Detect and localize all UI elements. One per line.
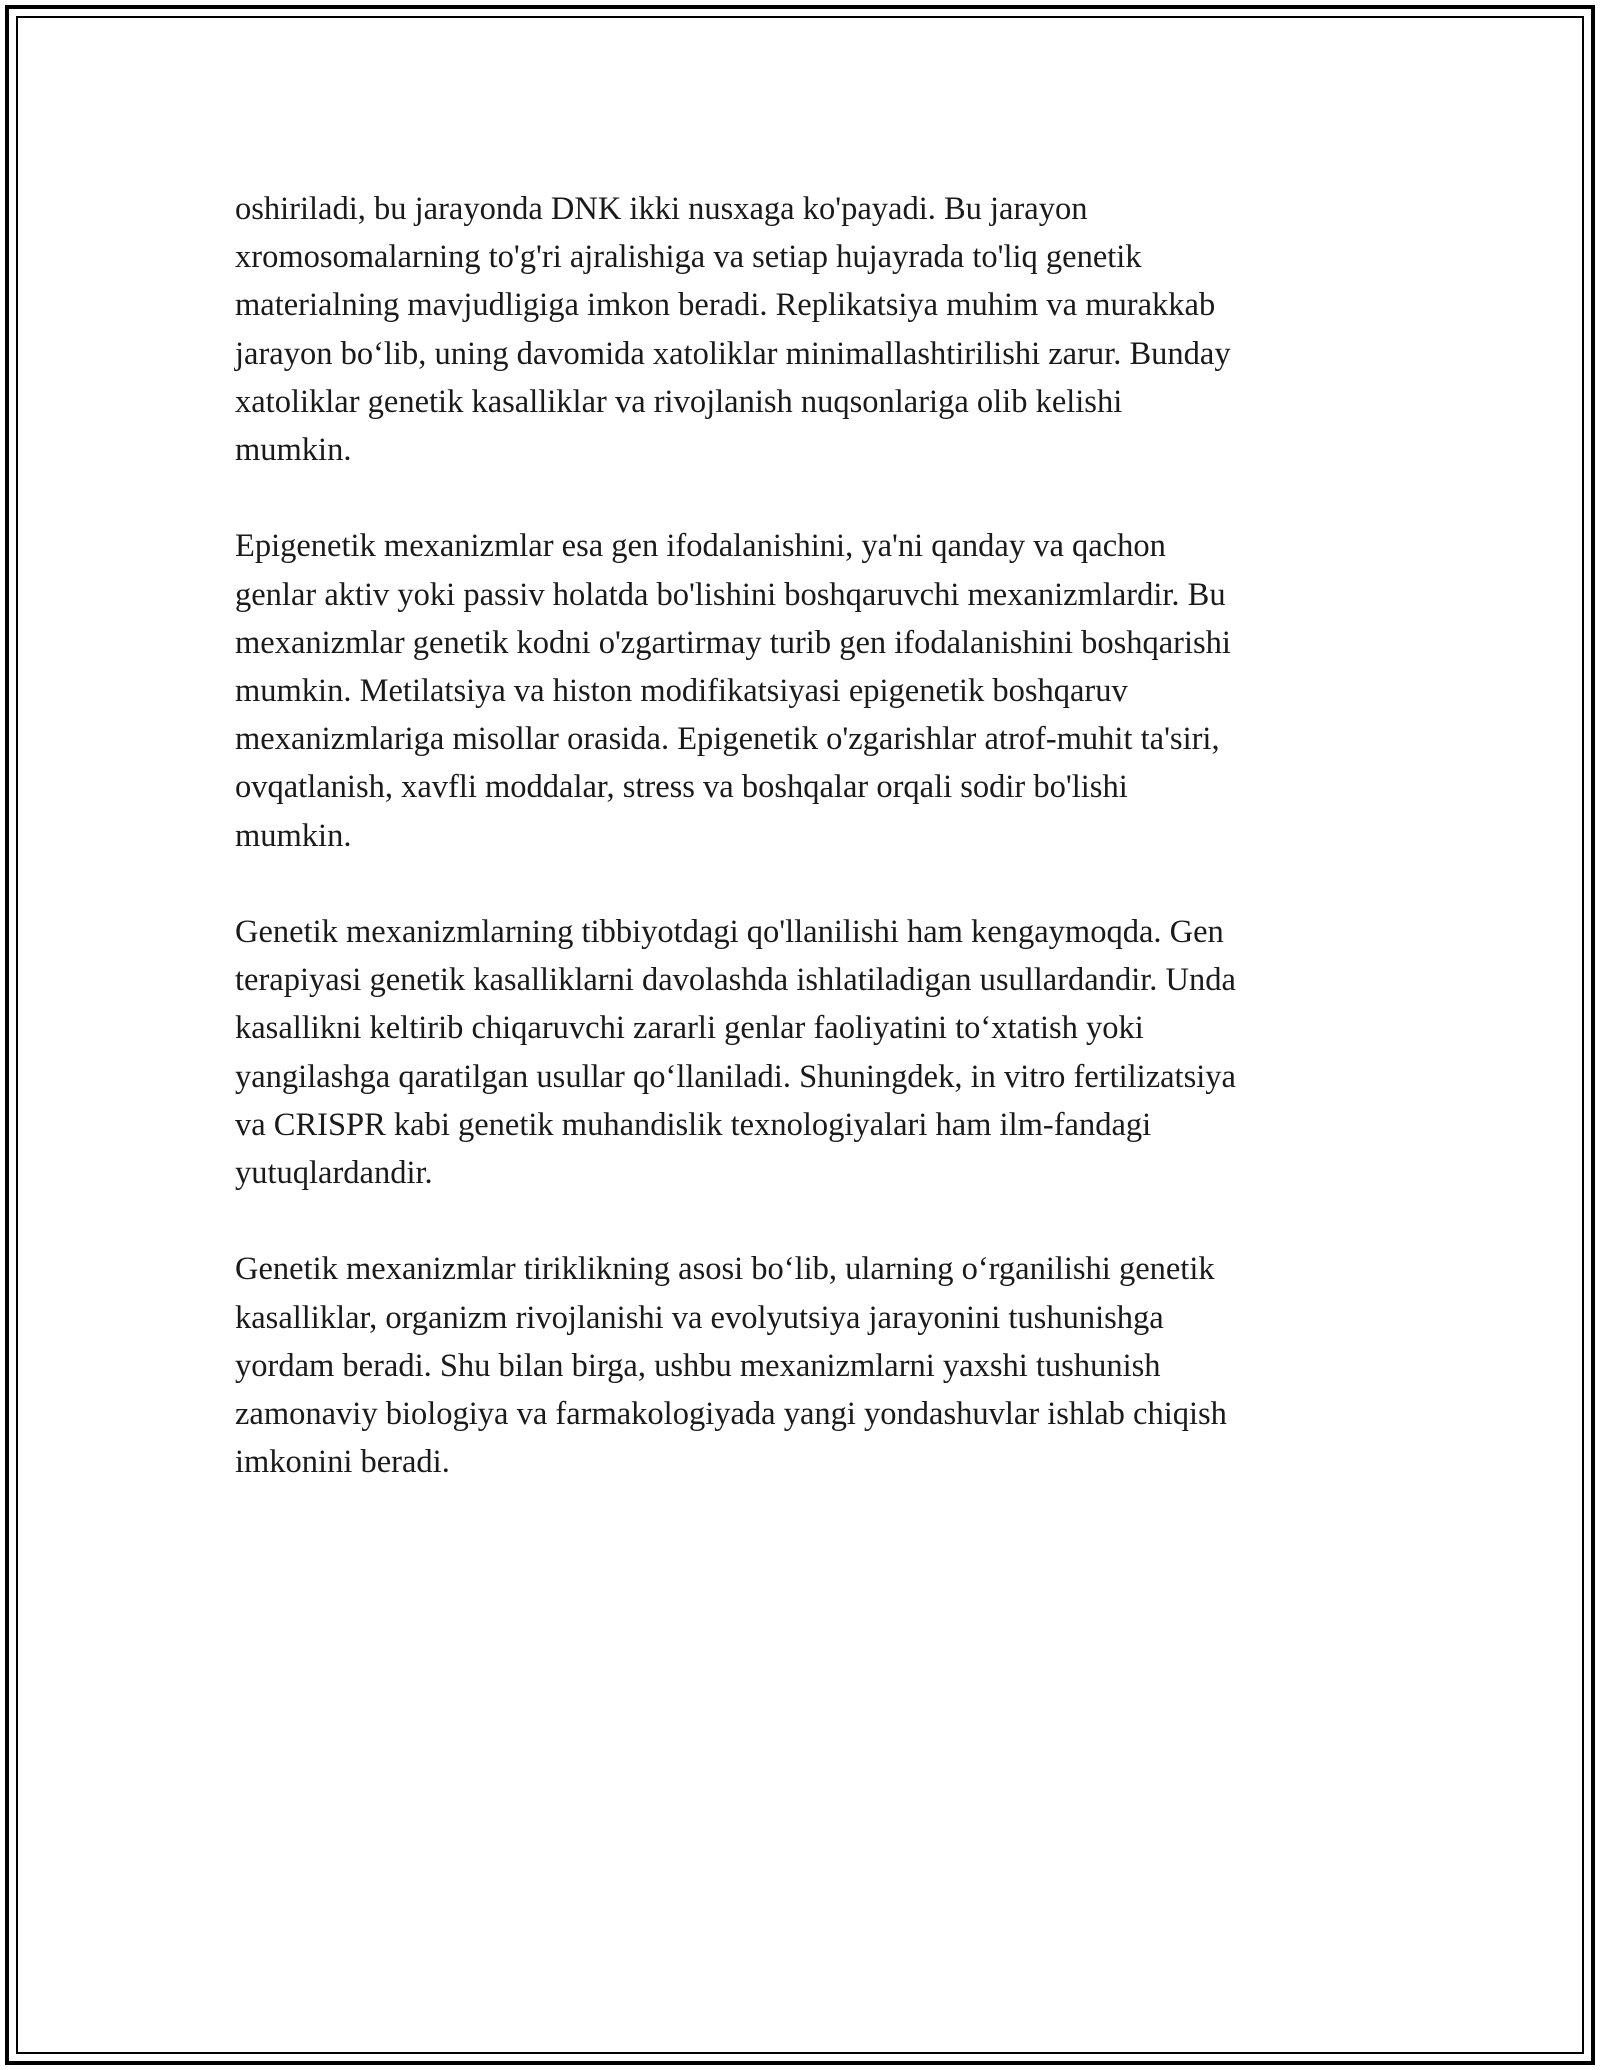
text-line: Genetik mexanizmlarning tibbiyotdagi qo'llanilishi ham kengaymoqda. Gen [235, 914, 1224, 951]
text-line: mumkin. [235, 817, 352, 854]
text-line: terapiyasi genetik kasalliklarni davolashda ishlatiladigan usullardandir. Unda [235, 962, 1236, 999]
text-line: genlar aktiv yoki passiv holatda bo'lishini boshqaruvchi mexanizmlardir. Bu [235, 576, 1226, 613]
text-line: kasallikni keltirib chiqaruvchi zararli genlar faoliyatini to‘xtatish yoki [235, 1010, 1144, 1047]
text-line: xromosomalarning to'g'ri ajralishiga va setiap hujayrada to'liq genetik [235, 239, 1142, 276]
text-line: Genetik mexanizmlar tiriklikning asosi bo‘lib, ularning o‘rganilishi genetik [235, 1251, 1215, 1288]
text-line: oshiriladi, bu jarayonda DNK ikki nusxaga ko'payadi. Bu jarayon [235, 191, 1088, 227]
text-line: yangilashga qaratilgan usullar qo‘llaniladi. Shuningdek, in vitro fertilizatsiya [235, 1058, 1236, 1095]
paragraph-conclusion [235, 1245, 1380, 1486]
document-body [235, 185, 1380, 1535]
text-line: mexanizmlariga misollar orasida. Epigenetik o'zgarishlar atrof-muhit ta'siri, [235, 721, 1220, 758]
text-line: zamonaviy biologiya va farmakologiyada yangi yondashuvlar ishlab chiqish [235, 1396, 1227, 1433]
text-line: mumkin. [235, 432, 352, 469]
text-line: materialning mavjudligiga imkon beradi. Replikatsiya muhim va murakkab [235, 287, 1216, 324]
text-line: imkonini beradi. [235, 1444, 450, 1481]
text-line: mumkin. Metilatsiya va histon modifikatsiyasi epigenetik boshqaruv [235, 673, 1128, 710]
text-line: va CRISPR kabi genetik muhandislik texnologiyalari ham ilm-fandagi [235, 1106, 1152, 1143]
text-line: xatoliklar genetik kasalliklar va rivojlanish nuqsonlariga olib kelishi [235, 383, 1123, 420]
text-line: Epigenetik mexanizmlar esa gen ifodalanishini, ya'ni qanday va qachon [235, 528, 1166, 565]
text-line: yordam beradi. Shu bilan birga, ushbu mexanizmlarni yaxshi tushunish [235, 1347, 1161, 1384]
text-line: yutuqlardandir. [235, 1155, 433, 1192]
text-line: mexanizmlar genetik kodni o'zgartirmay turib gen ifodalanishini boshqarishi [235, 624, 1231, 661]
text-line: ovqatlanish, xavfli moddalar, stress va boshqalar orqali sodir bo'lishi [235, 769, 1128, 806]
paragraph-medical-applications [235, 908, 1380, 1197]
text-line: kasalliklar, organizm rivojlanishi va evolyutsiya jarayonini tushunishga [235, 1299, 1164, 1336]
paragraph-epigenetic-mechanisms [235, 522, 1380, 859]
paragraph-dna-replication [235, 185, 1380, 474]
text-line: jarayon bo‘lib, uning davomida xatoliklar minimallashtirilishi zarur. Bunday [235, 335, 1231, 372]
